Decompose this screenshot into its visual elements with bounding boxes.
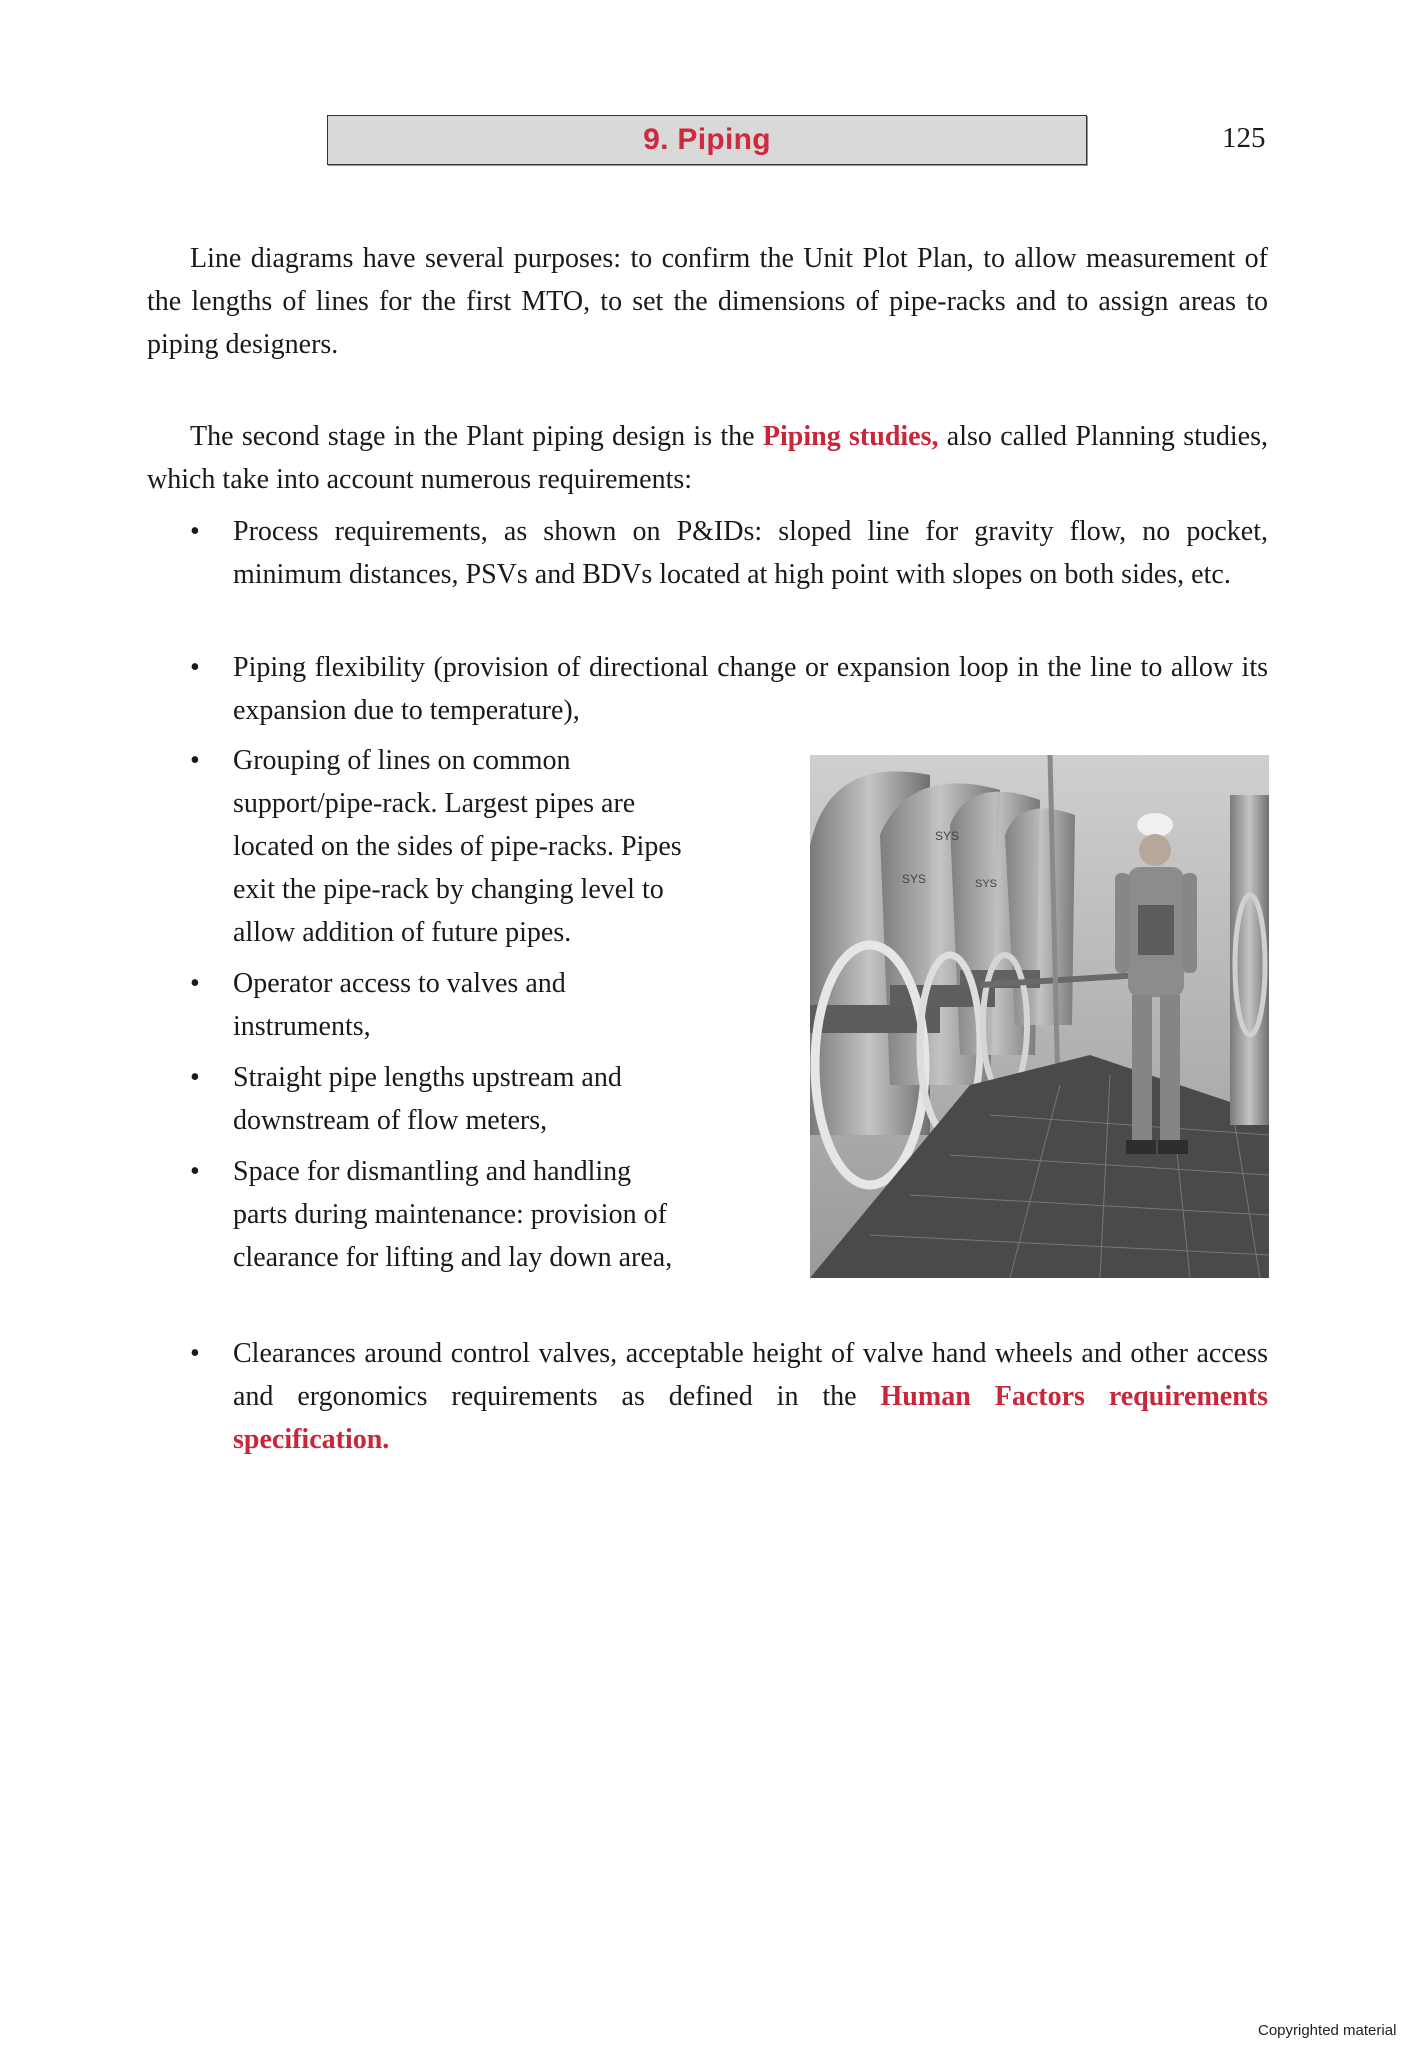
human-factors-highlight: Human Factors requirements specification. <box>233 1381 1268 1455</box>
paragraph-text: also called Planning studies, which take into account numerous requirements: <box>147 421 1268 495</box>
photo-label: SYS <box>902 872 927 886</box>
bullet-symbol: • <box>190 745 200 776</box>
chapter-title: 9. Piping <box>643 123 771 156</box>
bullet-text: Process requirements, as shown on P&IDs: sloped line for gravity flow, no pocket, minimum distances, PSVs and BDVs located at high point with slopes on both sides, etc. <box>233 516 1268 590</box>
paragraph-piping-studies <box>147 415 1268 501</box>
bullet-symbol: • <box>190 1062 200 1093</box>
bullet-text-part: Clearances around control valves, acceptable height of valve hand wheels and other access and ergonomics requirements as defined in the <box>233 1338 1268 1412</box>
bullet-text: Grouping of lines on common support/pipe-rack. Largest pipes are located on the sides of pipe-racks. Pipes exit the pipe-rack by changing level to allow addition of future pipes. <box>233 745 682 948</box>
photo-label: SYS <box>935 829 960 843</box>
page-number: 125 <box>1222 122 1266 154</box>
copyright-footer: Copyrighted material <box>1258 2022 1397 2039</box>
paragraph-line-diagrams: Line diagrams have several purposes: to confirm the Unit Plot Plan, to allow measurement of the lengths of lines for the first MTO, to set the dimensions of pipe-racks and to assign areas to piping designers. <box>147 243 1268 360</box>
piping-photo-graphic <box>810 755 1269 1278</box>
bullet-text: Piping flexibility (provision of directional change or expansion loop in the line to allow its expansion due to temperature), <box>233 652 1268 726</box>
bullet-text: Operator access to valves and instruments, <box>233 968 566 1042</box>
chapter-header-box <box>327 115 1087 165</box>
photo-label: SYS <box>975 878 998 890</box>
bullet-symbol: • <box>190 1338 200 1369</box>
paragraph-text: The second stage in the Plant piping design is the <box>190 421 763 452</box>
bullet-symbol: • <box>190 968 200 999</box>
piping-studies-highlight: Piping studies, <box>762 421 939 452</box>
bullet-text: Space for dismantling and handling parts during maintenance: provision of clearance for lifting and lay down area, <box>233 1156 673 1273</box>
bullet-text <box>233 1332 1268 1461</box>
bullet-symbol: • <box>190 516 200 547</box>
bullet-symbol: • <box>190 652 200 683</box>
bullet-text: Straight pipe lengths upstream and downstream of flow meters, <box>233 1062 622 1136</box>
piping-photo <box>810 755 1269 1278</box>
bullet-symbol: • <box>190 1156 200 1187</box>
